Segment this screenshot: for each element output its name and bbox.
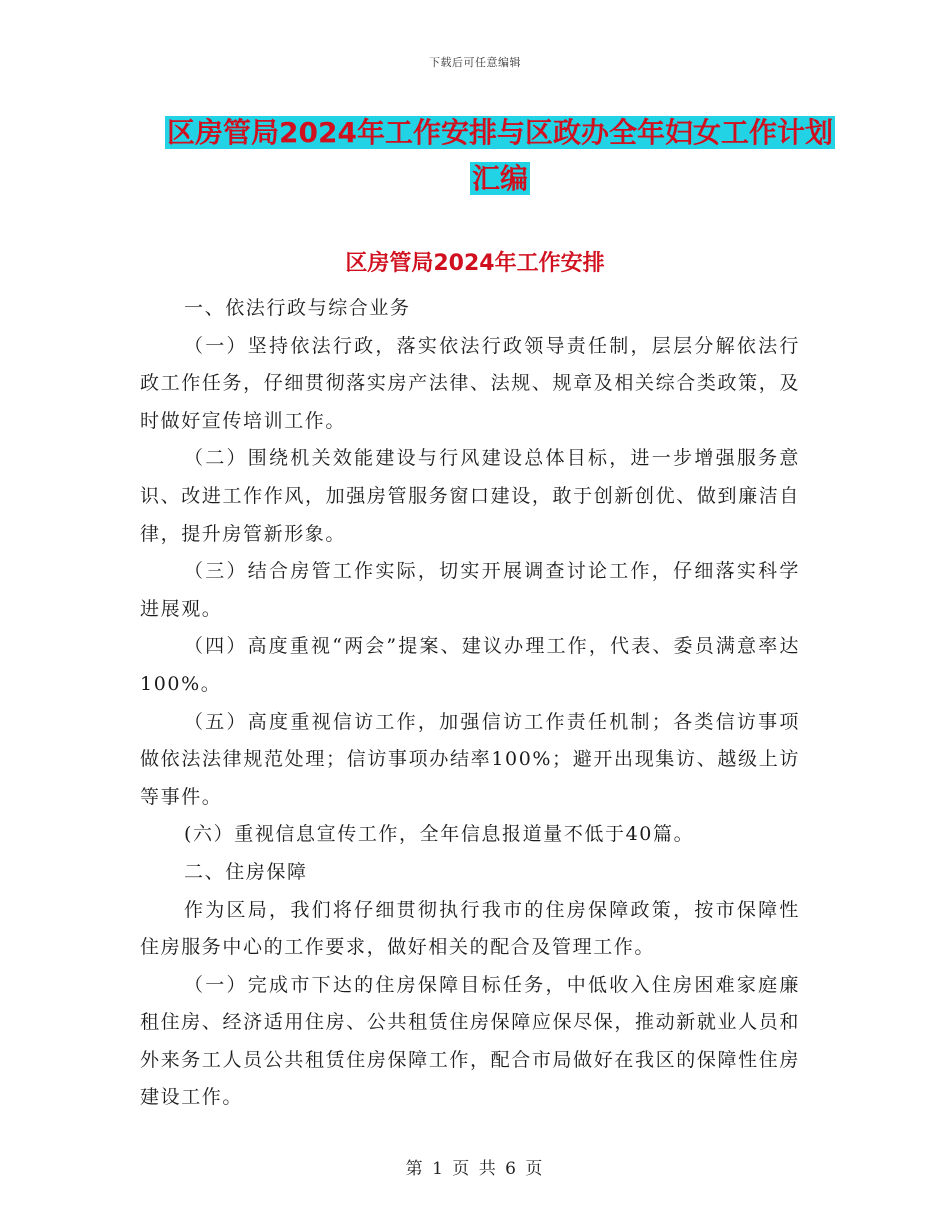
body-paragraph: （五）高度重视信访工作，加强信访工作责任机制；各类信访事项做依法法律规范处理；信访事项办结率100%；避开出现集访、越级上访等事件。 bbox=[140, 710, 800, 808]
heading-paragraph: 二、住房保障 bbox=[184, 860, 308, 883]
body-paragraph: （一）坚持依法行政，落实依法行政领导责任制，层层分解依法行政工作任务，仔细贯彻落实房产法律、法规、规章及相关综合类政策，及时做好宣传培训工作。 bbox=[140, 334, 800, 432]
body-paragraph: （三）结合房管工作实际，切实开展调查讨论工作，仔细落实科学进展观。 bbox=[140, 560, 800, 620]
body-paragraph: （二）围绕机关效能建设与行风建设总体目标，进一步增强服务意识、改进工作作风，加强房管服务窗口建设，敢于创新创优、做到廉洁自律，提升房管新形象。 bbox=[140, 447, 800, 545]
page-number-footer: 第 1 页 共 6 页 bbox=[405, 1159, 545, 1179]
section-title: 区房管局2024年工作安排 bbox=[345, 251, 605, 276]
document-title-line-2: 汇编 bbox=[471, 162, 528, 195]
body-paragraph: 作为区局，我们将仔细贯彻执行我市的住房保障政策，按市保障性住房服务中心的工作要求，做好相关的配合及管理工作。 bbox=[140, 898, 800, 959]
document-title-line-1: 区房管局2024年工作安排与区政办全年妇女工作计划 bbox=[167, 116, 833, 149]
body-paragraph: (六）重视信息宣传工作，全年信息报道量不低于40篇。 bbox=[184, 823, 695, 846]
heading-paragraph: 一、依法行政与综合业务 bbox=[184, 297, 411, 319]
document-body bbox=[140, 290, 800, 1117]
header-note: 下载后可任意编辑 bbox=[429, 56, 521, 69]
body-paragraph: （四）高度重视“两会”提案、建议办理工作，代表、委员满意率达100%。 bbox=[140, 635, 800, 695]
document-title bbox=[140, 110, 860, 202]
body-paragraph: （一）完成市下达的住房保障目标任务，中低收入住房困难家庭廉租住房、经济适用住房、公共租赁住房保障应保尽保，推动新就业人员和外来务工人员公共租赁住房保障工作，配合市局做好在我区的保障性住房建设工作。 bbox=[140, 973, 800, 1109]
